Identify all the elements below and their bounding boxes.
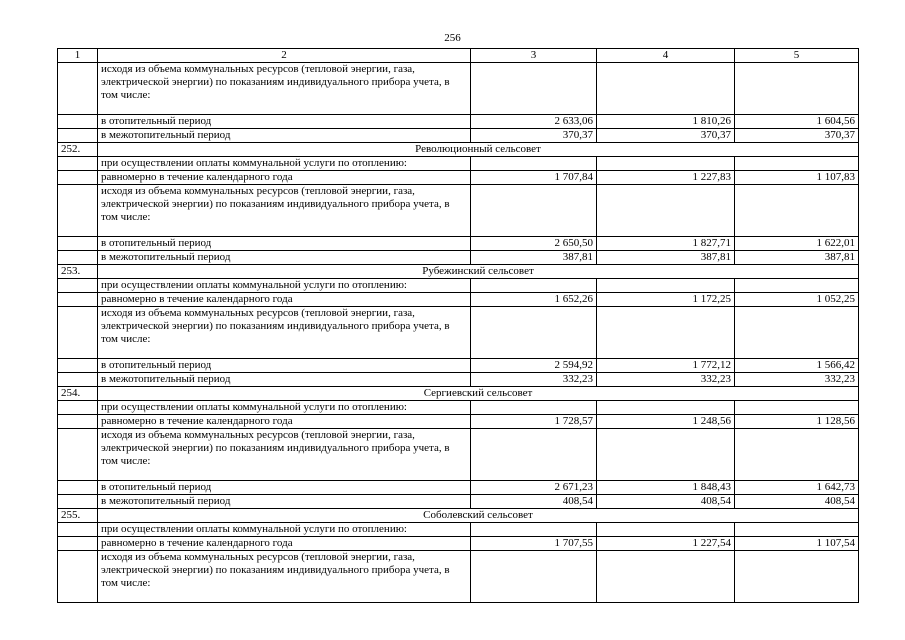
section-header-row [58,387,859,401]
value-col-4 [597,63,735,115]
value-col-4: 332,23 [597,373,735,387]
value-col-5: 1 107,54 [735,537,859,551]
table-row [58,373,859,387]
section-number: 253. [58,265,98,279]
value-col-5: 408,54 [735,495,859,509]
value-col-3: 408,54 [471,495,597,509]
row-label: в межотопительный период [98,251,471,265]
value-col-5: 1 604,56 [735,115,859,129]
table-row [58,115,859,129]
table-row [58,401,859,415]
value-col-3: 1 728,57 [471,415,597,429]
section-title: Сергиевский сельсовет [98,387,859,401]
value-col-3: 2 633,06 [471,115,597,129]
value-col-3 [471,63,597,115]
table-row [58,129,859,143]
table-row [58,251,859,265]
row-label: исходя из объема коммунальных ресурсов (тепловой энергии, газа, электрической энергии) по показаниям индивидуального прибора учета, в том числе: [98,63,471,115]
row-label: исходя из объема коммунальных ресурсов (тепловой энергии, газа, электрической энергии) по показаниям индивидуального прибора учета, в том числе: [98,307,471,359]
row-label: равномерно в течение календарного года [98,415,471,429]
value-col-3: 2 650,50 [471,237,597,251]
value-col-3: 2 671,23 [471,481,597,495]
row-label: в отопительный период [98,481,471,495]
table-row [58,279,859,293]
table-row [58,237,859,251]
value-col-3: 1 707,84 [471,171,597,185]
section-number: 254. [58,387,98,401]
value-col-5: 387,81 [735,251,859,265]
value-col-4: 1 227,54 [597,537,735,551]
table-row [58,429,859,481]
value-col-4: 1 172,25 [597,293,735,307]
value-col-5: 1 566,42 [735,359,859,373]
value-col-5: 1 128,56 [735,415,859,429]
value-col-4: 1 227,83 [597,171,735,185]
row-label: при осуществлении оплаты коммунальной услуги по отоплению: [98,401,471,415]
value-col-4: 1 848,43 [597,481,735,495]
section-title: Соболевский сельсовет [98,509,859,523]
value-col-5: 370,37 [735,129,859,143]
value-col-5: 1 622,01 [735,237,859,251]
value-col-5: 1 642,73 [735,481,859,495]
value-col-4: 387,81 [597,251,735,265]
row-label: в межотопительный период [98,495,471,509]
value-col-3: 332,23 [471,373,597,387]
value-col-4: 370,37 [597,129,735,143]
section-number: 255. [58,509,98,523]
table-row [58,307,859,359]
row-label: в отопительный период [98,115,471,129]
row-label: в отопительный период [98,359,471,373]
table-row [58,495,859,509]
table-row [58,537,859,551]
row-label: равномерно в течение календарного года [98,293,471,307]
value-col-5: 1 107,83 [735,171,859,185]
row-label: при осуществлении оплаты коммунальной услуги по отоплению: [98,523,471,537]
header-col-5: 5 [735,49,859,63]
value-col-4: 1 772,12 [597,359,735,373]
row-label: равномерно в течение календарного года [98,171,471,185]
table-row [58,481,859,495]
page-number: 256 [444,32,461,44]
tariff-table [57,48,859,603]
table-row [58,171,859,185]
value-col-3: 2 594,92 [471,359,597,373]
value-col-3: 1 652,26 [471,293,597,307]
section-header-row [58,265,859,279]
header-col-1: 1 [58,49,98,63]
value-col-5: 1 052,25 [735,293,859,307]
header-col-2: 2 [98,49,471,63]
row-label: при осуществлении оплаты коммунальной услуги по отоплению: [98,279,471,293]
section-header-row [58,509,859,523]
value-col-4: 1 810,26 [597,115,735,129]
section-header-row [58,143,859,157]
table-row [58,63,859,115]
table-row [58,523,859,537]
row-label: исходя из объема коммунальных ресурсов (тепловой энергии, газа, электрической энергии) по показаниям индивидуального прибора учета, в том числе: [98,551,471,603]
table-row [58,293,859,307]
row-label: исходя из объема коммунальных ресурсов (тепловой энергии, газа, электрической энергии) по показаниям индивидуального прибора учета, в том числе: [98,429,471,481]
header-col-3: 3 [471,49,597,63]
value-col-4: 1 827,71 [597,237,735,251]
row-label: при осуществлении оплаты коммунальной услуги по отоплению: [98,157,471,171]
row-label: в межотопительный период [98,129,471,143]
value-col-4: 408,54 [597,495,735,509]
header-col-4: 4 [597,49,735,63]
section-title: Революционный сельсовет [98,143,859,157]
section-number: 252. [58,143,98,157]
value-col-3: 370,37 [471,129,597,143]
row-label: в отопительный период [98,237,471,251]
value-col-5: 332,23 [735,373,859,387]
row-label: исходя из объема коммунальных ресурсов (тепловой энергии, газа, электрической энергии) по показаниям индивидуального прибора учета, в том числе: [98,185,471,237]
table-row [58,359,859,373]
header-row [58,49,859,63]
value-col-3: 387,81 [471,251,597,265]
table-row [58,415,859,429]
section-title: Рубежинский сельсовет [98,265,859,279]
table-row [58,157,859,171]
table-row [58,185,859,237]
value-col-3: 1 707,55 [471,537,597,551]
table-row [58,551,859,603]
row-label: равномерно в течение календарного года [98,537,471,551]
value-col-5 [735,63,859,115]
value-col-4: 1 248,56 [597,415,735,429]
row-label: в межотопительный период [98,373,471,387]
